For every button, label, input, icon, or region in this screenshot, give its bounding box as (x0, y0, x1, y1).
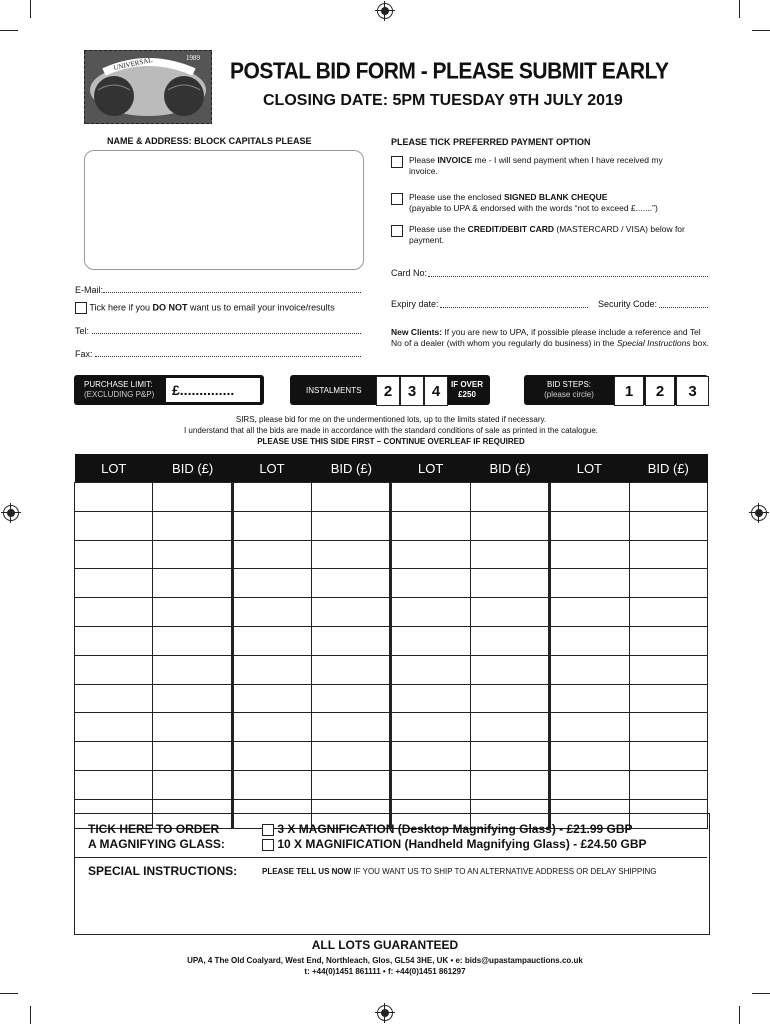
if-over-label (446, 380, 488, 400)
crop-mark (752, 30, 770, 31)
footer-phone: t: +44(0)1451 861111 • f: +44(0)1451 861297 (304, 967, 466, 976)
lot-cell[interactable] (232, 626, 311, 655)
tel-field[interactable] (92, 333, 361, 334)
bid-cell[interactable] (312, 655, 391, 684)
table-row (75, 742, 708, 771)
bid-cell[interactable] (312, 770, 391, 799)
lot-cell[interactable] (75, 713, 153, 742)
bid-cell[interactable] (153, 511, 232, 540)
logo-year: 1989 (186, 54, 200, 62)
registration-mark-icon (3, 505, 19, 521)
bid-cell[interactable] (470, 684, 549, 713)
lot-cell[interactable] (75, 742, 153, 771)
expiry-label: Expiry date: (391, 299, 439, 309)
purchase-limit-field[interactable]: £.............. (166, 378, 260, 402)
security-code-label: Security Code: (598, 299, 658, 309)
crop-mark (0, 993, 18, 994)
crop-mark (30, 1006, 31, 1024)
col-header: LOT (232, 454, 311, 483)
bid-step-1[interactable]: 1 (614, 376, 644, 406)
lot-cell[interactable] (391, 511, 470, 540)
tel-label: Tel: (75, 326, 90, 336)
table-row (75, 598, 708, 627)
magnifier-10x-label: 10 X MAGNIFICATION (Handheld Magnifying Glass) - £24.50 GBP (277, 837, 647, 851)
bid-cell[interactable] (629, 569, 707, 598)
bid-cell[interactable] (312, 684, 391, 713)
col-header: BID (£) (153, 454, 232, 483)
crop-mark (30, 0, 31, 18)
table-row (75, 569, 708, 598)
lot-cell[interactable] (391, 655, 470, 684)
bid-cell[interactable] (312, 511, 391, 540)
instalments-label: INSTALMENTS (306, 386, 362, 395)
cheque-checkbox[interactable] (391, 193, 403, 205)
special-note-bold: PLEASE TELL US NOW (262, 867, 352, 876)
opt3-pre: Please use the (409, 224, 468, 234)
bid-cell[interactable] (312, 626, 391, 655)
footer-address: UPA, 4 The Old Coalyard, West End, Northleach, Glos, GL54 3HE, UK • e: bids@upastampauctions.co.uk (187, 956, 583, 965)
magnifier-label-1: TICK HERE TO ORDER (88, 822, 220, 836)
col-header: LOT (391, 454, 470, 483)
new-clients-text: If you are new to UPA, if possible please include a reference and Tel No of a dealer (with whom you regularly do business) in the (391, 327, 701, 348)
bid-cell[interactable] (312, 742, 391, 771)
logo (84, 50, 212, 124)
guarantee: ALL LOTS GUARANTEED (311, 938, 459, 952)
lot-cell[interactable] (391, 770, 470, 799)
lot-cell[interactable] (550, 626, 629, 655)
card-checkbox[interactable] (391, 225, 403, 237)
bid-cell[interactable] (470, 483, 549, 512)
bid-cell[interactable] (153, 626, 232, 655)
bid-cell[interactable] (629, 684, 707, 713)
lot-cell[interactable] (232, 483, 311, 512)
lot-cell[interactable] (550, 684, 629, 713)
bid-cell[interactable] (312, 483, 391, 512)
table-row (75, 626, 708, 655)
expiry-field[interactable] (440, 307, 588, 308)
lot-cell[interactable] (232, 540, 311, 569)
magnifier-options (262, 822, 647, 852)
bid-cell[interactable] (629, 598, 707, 627)
lot-cell[interactable] (550, 598, 629, 627)
table-row (75, 684, 708, 713)
terms-line-1: SIRS, please bid for me on the undermentioned lots, up to the limits stated if necessary. (235, 415, 547, 424)
lot-cell[interactable] (75, 569, 153, 598)
col-header: LOT (75, 454, 153, 483)
opt2-bold: SIGNED BLANK CHEQUE (503, 192, 608, 202)
lot-cell[interactable] (232, 511, 311, 540)
lot-cell[interactable] (75, 655, 153, 684)
magnifier-label (88, 822, 225, 852)
globe-logo-icon (84, 50, 212, 124)
new-clients-note (391, 327, 709, 349)
lot-cell[interactable] (232, 569, 311, 598)
table-row (75, 713, 708, 742)
lot-cell[interactable] (391, 598, 470, 627)
new-clients-bold: New Clients: (391, 327, 443, 337)
lot-cell[interactable] (75, 483, 153, 512)
bid-cell[interactable] (312, 598, 391, 627)
bid-steps-label: BID STEPS: (546, 380, 591, 389)
bid-cell[interactable] (470, 598, 549, 627)
lot-cell[interactable] (75, 540, 153, 569)
name-address-box[interactable] (84, 150, 364, 270)
email-label: E-Mail: (75, 285, 104, 295)
opt2-pre: Please use the enclosed (409, 192, 504, 202)
special-note-rest: IF YOU WANT US TO SHIP TO AN ALTERNATIVE ADDRESS OR DELAY SHIPPING (351, 867, 657, 876)
table-row (75, 511, 708, 540)
special-instructions-note (262, 867, 656, 876)
magnifier-option-10x (262, 837, 647, 852)
lot-cell[interactable] (232, 598, 311, 627)
purchase-limit-box (74, 375, 264, 405)
email-field[interactable] (103, 292, 361, 293)
bid-cell[interactable] (629, 770, 707, 799)
terms-line-3: PLEASE USE THIS SIDE FIRST – CONTINUE OVERLEAF IF REQUIRED (257, 437, 525, 446)
lot-cell[interactable] (391, 684, 470, 713)
bid-cell[interactable] (470, 511, 549, 540)
lot-cell[interactable] (550, 540, 629, 569)
col-header: BID (£) (629, 454, 707, 483)
logo-text: UNIVERSAL (112, 55, 154, 72)
instalment-option-3[interactable]: 3 (400, 376, 424, 406)
magnifier-label-2: A MAGNIFYING GLASS: (88, 837, 225, 851)
special-instructions-label: SPECIAL INSTRUCTIONS: (88, 864, 238, 878)
crop-mark (739, 0, 740, 18)
lot-cell[interactable] (550, 742, 629, 771)
payment-heading: PLEASE TICK PREFERRED PAYMENT OPTION (391, 137, 591, 147)
opt3-bold: CREDIT/DEBIT CARD (467, 224, 555, 234)
table-row (75, 770, 708, 799)
lot-cell[interactable] (75, 598, 153, 627)
terms-line-2: I understand that all the bids are made in accordance with the standard conditions of sale as printed in the catalogue. (183, 426, 599, 435)
bid-table-header (75, 454, 708, 483)
bid-cell[interactable] (153, 770, 232, 799)
bid-cell[interactable] (153, 483, 232, 512)
table-row (75, 483, 708, 512)
col-header: LOT (550, 454, 629, 483)
bid-cell[interactable] (153, 655, 232, 684)
bid-step-2[interactable]: 2 (645, 376, 675, 406)
bid-table (74, 454, 708, 829)
opt1-bold: INVOICE (437, 155, 473, 165)
bid-cell[interactable] (153, 684, 232, 713)
bid-cell[interactable] (312, 569, 391, 598)
lot-cell[interactable] (391, 569, 470, 598)
instalment-option-4[interactable]: 4 (424, 376, 448, 406)
if-over-1: IF OVER (450, 380, 483, 389)
registration-mark-icon (751, 505, 767, 521)
bid-cell[interactable] (153, 540, 232, 569)
bid-cell[interactable] (470, 713, 549, 742)
lot-cell[interactable] (550, 713, 629, 742)
lot-cell[interactable] (391, 626, 470, 655)
registration-mark-icon (377, 1005, 393, 1021)
fax-label: Fax: (75, 349, 93, 359)
opt1-pre: Please (409, 155, 438, 165)
lot-cell[interactable] (391, 742, 470, 771)
divider (75, 857, 707, 858)
lot-cell[interactable] (75, 626, 153, 655)
payment-option-invoice (391, 155, 691, 177)
bid-terms (74, 414, 708, 447)
bid-cell[interactable] (312, 540, 391, 569)
bid-cell[interactable] (629, 713, 707, 742)
invoice-checkbox[interactable] (391, 156, 403, 168)
if-over-2: £250 (458, 390, 476, 399)
magnifier-3x-checkbox[interactable] (262, 824, 274, 836)
security-code-field[interactable] (659, 307, 708, 308)
lot-cell[interactable] (232, 713, 311, 742)
opt1-post: me - I will send payment when I have received my invoice. (409, 155, 663, 176)
registration-mark-icon (377, 3, 393, 19)
bid-cell[interactable] (470, 569, 549, 598)
new-clients-italic: Special Instructions (616, 338, 691, 348)
bid-cell[interactable] (470, 540, 549, 569)
col-header: BID (£) (470, 454, 549, 483)
bid-cell[interactable] (629, 655, 707, 684)
bid-cell[interactable] (629, 483, 707, 512)
card-number-label: Card No: (391, 268, 428, 278)
bid-cell[interactable] (629, 742, 707, 771)
crop-mark (0, 30, 18, 31)
purchase-limit-label: PURCHASE LIMIT: (84, 380, 153, 389)
new-clients-end: box. (690, 338, 709, 348)
closing-date: CLOSING DATE: 5PM TUESDAY 9TH JULY 2019 (263, 92, 623, 109)
lot-cell[interactable] (232, 684, 311, 713)
lot-cell[interactable] (75, 511, 153, 540)
lot-cell[interactable] (391, 483, 470, 512)
lot-cell[interactable] (75, 684, 153, 713)
card-number-field[interactable] (428, 276, 708, 277)
page-title: POSTAL BID FORM - PLEASE SUBMIT EARLY (230, 58, 669, 85)
no-email-checkbox[interactable] (75, 302, 87, 314)
opt2-post: (payable to UPA & endorsed with the words “not to exceed £.......”) (409, 203, 658, 213)
lot-cell[interactable] (550, 483, 629, 512)
bid-cell[interactable] (470, 626, 549, 655)
lot-cell[interactable] (75, 770, 153, 799)
bid-cell[interactable] (153, 713, 232, 742)
name-address-label: NAME & ADDRESS: BLOCK CAPITALS PLEASE (107, 136, 312, 146)
purchase-limit-sublabel: (EXCLUDING P&P) (84, 390, 155, 399)
lot-cell[interactable] (232, 770, 311, 799)
lot-cell[interactable] (550, 655, 629, 684)
crop-mark (739, 1006, 740, 1024)
special-instructions-field[interactable] (80, 882, 702, 930)
no-email-option (75, 302, 335, 314)
fax-field[interactable] (95, 356, 361, 357)
lot-cell[interactable] (550, 569, 629, 598)
lot-cell[interactable] (391, 540, 470, 569)
magnifier-10x-checkbox[interactable] (262, 839, 274, 851)
bid-steps-sublabel: (please circle) (544, 390, 594, 399)
crop-mark (752, 993, 770, 994)
bid-cell[interactable] (470, 770, 549, 799)
no-email-text: Tick here if you (89, 302, 153, 313)
bid-cell[interactable] (153, 569, 232, 598)
no-email-bold: DO NOT (152, 302, 188, 313)
bid-cell[interactable] (629, 511, 707, 540)
lot-cell[interactable] (232, 742, 311, 771)
payment-option-card (391, 224, 691, 246)
no-email-text-end: want us to email your invoice/results (187, 302, 335, 313)
bid-cell[interactable] (153, 742, 232, 771)
magnifier-option-3x (262, 822, 647, 837)
magnifier-3x-label: 3 X MAGNIFICATION (Desktop Magnifying Glass) - £21.99 GBP (277, 822, 633, 836)
col-header: BID (£) (312, 454, 391, 483)
bid-cell[interactable] (153, 598, 232, 627)
table-row (75, 540, 708, 569)
bid-cell[interactable] (470, 655, 549, 684)
bid-cell[interactable] (312, 713, 391, 742)
bid-step-3[interactable]: 3 (676, 376, 709, 406)
footer-contact (0, 955, 770, 977)
bid-cell[interactable] (629, 540, 707, 569)
bid-cell[interactable] (470, 742, 549, 771)
lot-cell[interactable] (391, 713, 470, 742)
lot-cell[interactable] (550, 770, 629, 799)
payment-option-cheque (391, 192, 701, 214)
opt3-post: (MASTERCARD / VISA) below for payment. (409, 224, 685, 245)
instalment-option-2[interactable]: 2 (376, 376, 400, 406)
lot-cell[interactable] (232, 655, 311, 684)
table-row (75, 655, 708, 684)
bid-cell[interactable] (629, 626, 707, 655)
lot-cell[interactable] (550, 511, 629, 540)
